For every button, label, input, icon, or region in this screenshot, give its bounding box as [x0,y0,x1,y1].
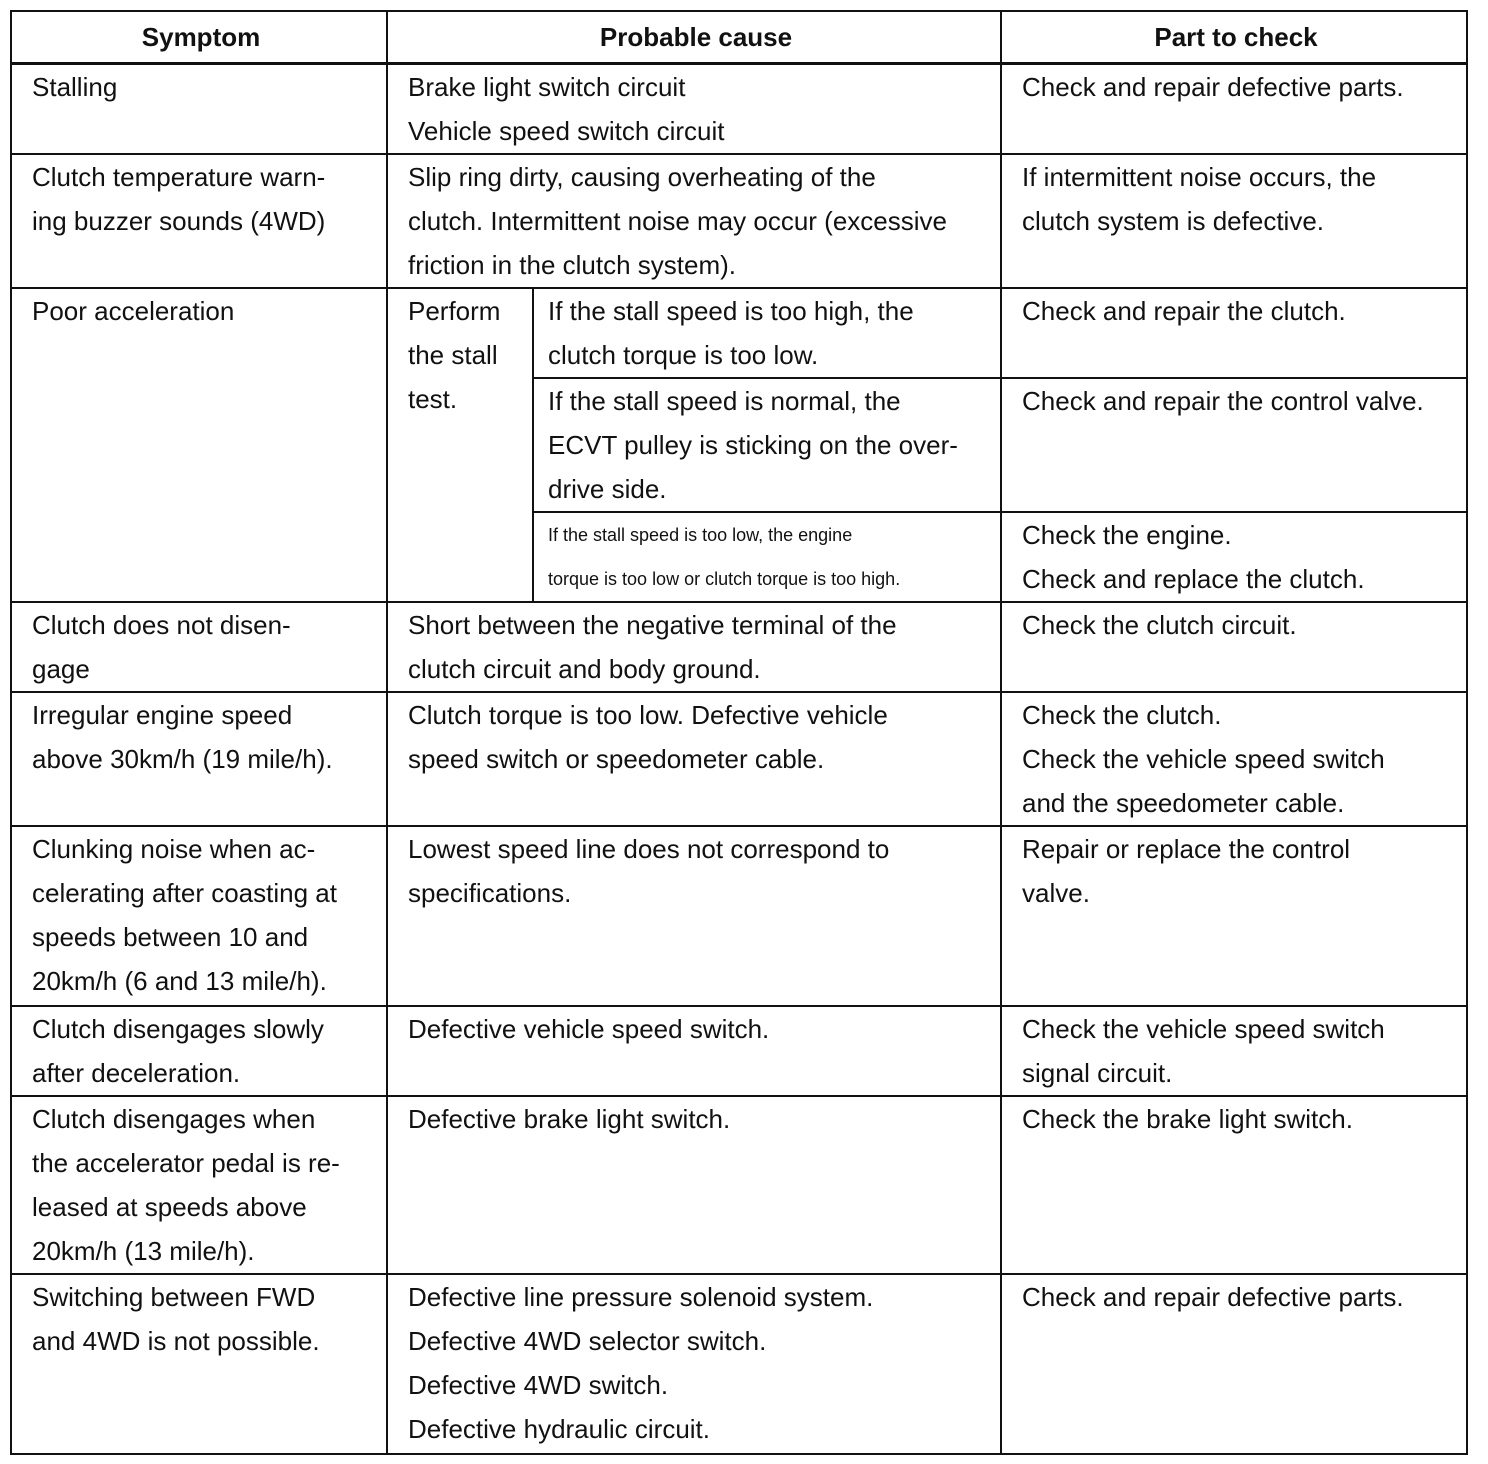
symptom-line: leased at speeds above [32,1192,307,1222]
cause-line: If the stall speed is normal, the [548,386,901,416]
part-line: Check and repair the control valve. [1022,386,1424,416]
cause-line: If the stall speed is too high, the [548,296,914,326]
cause-line: Brake light switch circuit [408,72,686,102]
table-row [11,1096,1467,1274]
symptom-line: speeds between 10 and [32,922,309,952]
symptom-line: after deceleration. [32,1058,241,1088]
part-line: clutch system is defective. [1022,206,1325,236]
cause-line: Short between the negative terminal of the [408,610,897,640]
stall-label-line: the stall [408,340,498,370]
part-cell [1001,692,1467,826]
symptom-cell [11,826,387,1006]
symptom-line: Stalling [32,72,118,102]
part-line: Check the vehicle speed switch [1022,744,1385,774]
part-line: Check and replace the clutch. [1022,564,1365,594]
part-cell [1001,154,1467,288]
part-line: valve. [1022,878,1090,908]
symptom-cell [11,1006,387,1096]
cause-line: specifications. [408,878,572,908]
symptom-line: above 30km/h (19 mile/h). [32,744,333,774]
part-cell [1001,1006,1467,1096]
cause-line: Slip ring dirty, causing overheating of the [408,162,876,192]
part-line: and the speedometer cable. [1022,788,1345,818]
part-cell [1001,826,1467,1006]
cause-cell [533,512,1001,602]
stall-label-line: test. [408,384,458,414]
part-line: Repair or replace the control [1022,834,1351,864]
part-cell [1001,512,1467,602]
part-line: Check the clutch circuit. [1022,610,1297,640]
part-line: Check the brake light switch. [1022,1104,1353,1134]
cause-line: clutch torque is too low. [548,340,819,370]
symptom-line: Switching between FWD [32,1282,316,1312]
symptom-line: the accelerator pedal is re- [32,1148,340,1178]
cause-line: Lowest speed line does not correspond to [408,834,890,864]
symptom-cell [11,1096,387,1274]
symptom-line: Irregular engine speed [32,700,293,730]
cause-line: drive side. [548,474,667,504]
symptom-line: Clutch temperature warn- [32,162,326,192]
cause-cell [387,64,1001,155]
symptom-line: Clutch does not disen- [32,610,291,640]
cause-cell [387,826,1001,1006]
symptom-cell [11,288,387,602]
part-cell [1001,64,1467,155]
table-row [11,1274,1467,1454]
troubleshooting-table [10,10,1468,1455]
stall-test-label [387,288,533,602]
cause-cell [387,1274,1001,1454]
table-row [11,154,1467,288]
header-row [11,11,1467,64]
symptom-line: gage [32,654,90,684]
cause-line: ECVT pulley is sticking on the over- [548,430,958,460]
symptom-line: and 4WD is not possible. [32,1326,320,1356]
cause-line: Defective line pressure solenoid system. [408,1282,874,1312]
symptom-cell [11,602,387,692]
symptom-line: 20km/h (6 and 13 mile/h). [32,966,327,996]
cause-line: If the stall speed is too low, the engine [548,525,853,545]
cause-cell [387,602,1001,692]
symptom-line: celerating after coasting at [32,878,337,908]
cause-line: clutch circuit and body ground. [408,654,761,684]
part-line: signal circuit. [1022,1058,1173,1088]
cause-cell [387,1096,1001,1274]
cause-cell [533,378,1001,512]
cause-line: Defective brake light switch. [408,1104,731,1134]
cause-line: friction in the clutch system). [408,250,736,280]
part-line: Check the engine. [1022,520,1232,550]
table-row [11,602,1467,692]
part-line: Check the clutch. [1022,700,1222,730]
symptom-cell [11,64,387,155]
table-row [11,692,1467,826]
part-line: Check and repair defective parts. [1022,1282,1404,1312]
table-row [11,288,1467,378]
header-symptom: Symptom [11,11,387,64]
symptom-cell [11,1274,387,1454]
part-line: Check and repair the clutch. [1022,296,1346,326]
symptom-line: 20km/h (13 mile/h). [32,1236,255,1266]
cause-line: Defective vehicle speed switch. [408,1014,770,1044]
cause-line: torque is too low or clutch torque is too high. [548,569,901,589]
cause-line: Defective 4WD selector switch. [408,1326,767,1356]
cause-cell [387,154,1001,288]
symptom-cell [11,154,387,288]
symptom-cell [11,692,387,826]
symptom-line: ing buzzer sounds (4WD) [32,206,326,236]
cause-line: Clutch torque is too low. Defective vehicle [408,700,888,730]
symptom-line: Clutch disengages when [32,1104,316,1134]
cause-line: Defective hydraulic circuit. [408,1414,710,1444]
stall-label-line: Perform [408,296,501,326]
cause-line: clutch. Intermittent noise may occur (excessive [408,206,947,236]
header-part-to-check: Part to check [1001,11,1467,64]
part-line: Check and repair defective parts. [1022,72,1404,102]
cause-cell [387,692,1001,826]
cause-cell [533,288,1001,378]
part-cell [1001,1096,1467,1274]
part-cell [1001,378,1467,512]
cause-cell [387,1006,1001,1096]
symptom-line: Clutch disengages slowly [32,1014,324,1044]
part-cell [1001,602,1467,692]
table-row [11,64,1467,155]
cause-line: speed switch or speedometer cable. [408,744,825,774]
symptom-line: Clunking noise when ac- [32,834,316,864]
header-probable-cause: Probable cause [387,11,1001,64]
part-cell [1001,288,1467,378]
symptom-line: Poor acceleration [32,296,235,326]
part-line: If intermittent noise occurs, the [1022,162,1377,192]
part-cell [1001,1274,1467,1454]
cause-line: Defective 4WD switch. [408,1370,669,1400]
part-line: Check the vehicle speed switch [1022,1014,1385,1044]
cause-line: Vehicle speed switch circuit [408,116,725,146]
table-row [11,826,1467,1006]
table-row [11,1006,1467,1096]
